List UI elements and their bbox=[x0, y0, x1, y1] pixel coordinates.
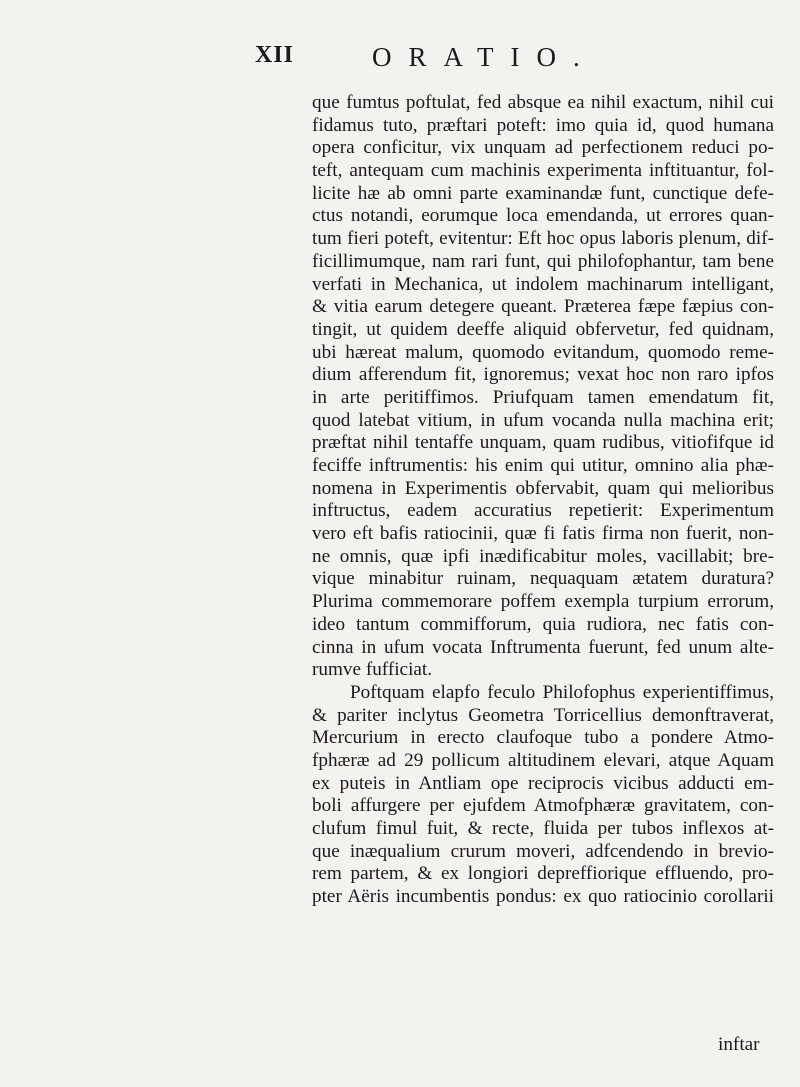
text-line: que inæqualium crurum moveri, adfcendendo in brevio- bbox=[312, 840, 774, 862]
text-line: & pariter inclytus Geometra Torricellius demonftraverat, bbox=[312, 704, 774, 726]
text-line: licite hæ ab omni parte examinandæ funt, cunctique defe- bbox=[312, 182, 774, 204]
text-line: ctus notandi, eorumque loca emendanda, ut errores quan- bbox=[312, 205, 774, 227]
text-line: tingit, ut quidem deeffe aliquid obfervetur, fed quidnam, bbox=[312, 318, 774, 340]
text-line: rumve fufficiat. bbox=[312, 659, 433, 681]
text-line: nomena in Experimentis obfervabit, quam qui melioribus bbox=[312, 477, 774, 499]
text-line: ficillimumque, nam rari funt, qui philofophantur, tam bene bbox=[312, 250, 774, 272]
text-line: ideo tantum commifforum, quia rudiora, nec fatis con- bbox=[312, 613, 774, 635]
page-number: XII bbox=[255, 42, 295, 68]
text-line: vero eft bafis ratiocinii, quæ fi fatis firma non fuerit, non- bbox=[312, 523, 774, 545]
text-line: Poftquam elapfo feculo Philofophus experientiffimus, bbox=[350, 681, 774, 703]
text-line: tum fieri poteft, evitentur: Eft hoc opus laboris plenum, dif- bbox=[312, 228, 774, 250]
text-line: pter Aëris incumbentis pondus: ex quo ratiocinio corollarii bbox=[312, 886, 774, 908]
text-line: inftructus, eadem accuratius repetierit: Experimentum bbox=[312, 500, 774, 522]
text-line: ex puteis in Antliam ope reciprocis vicibus adducti em- bbox=[312, 772, 774, 794]
text-line: quod latebat vitium, in ufum vocanda nulla machina erit; bbox=[312, 409, 774, 431]
text-line: rem partem, & ex longiori depreffiorique effluendo, pro- bbox=[312, 863, 774, 885]
text-line: verfati in Mechanica, ut indolem machinarum intelligant, bbox=[312, 273, 774, 295]
text-line: vique minabitur ruinam, nequaquam ætatem duratura? bbox=[312, 568, 774, 590]
text-line: boli affurgere per ejufdem Atmofphæræ gravitatem, con- bbox=[312, 795, 774, 817]
text-line: ne omnis, quæ ipfi inædificabitur moles, vacillabit; bre- bbox=[312, 545, 774, 567]
text-line: fidamus tuto, præftari poteft: imo quia id, quod humana bbox=[312, 114, 774, 136]
text-line: teft, antequam cum machinis experimenta inftituantur, fol- bbox=[312, 160, 774, 182]
text-line: ubi hæreat malum, quomodo evitandum, quomodo reme- bbox=[312, 341, 774, 363]
text-line: clufum fimul fuit, & recte, fluida per tubos inflexos at- bbox=[312, 818, 774, 839]
text-line: Mercurium in erecto claufoque tubo a pondere Atmo- bbox=[312, 727, 774, 749]
text-line: fphæræ ad 29 pollicum altitudinem elevari, atque Aquam bbox=[312, 749, 774, 771]
running-title: ORATIO. bbox=[372, 42, 597, 72]
text-line: dium afferendum fit, ignoremus; vexat hoc non raro ipfos bbox=[312, 364, 774, 386]
text-line: feciffe inftrumentis: his enim qui utitur, omnino alia phæ- bbox=[312, 455, 774, 476]
text-line: opera conficitur, vix unquam ad perfectionem reduci po- bbox=[312, 137, 774, 159]
text-line: que fumtus poftulat, fed absque ea nihil exactum, nihil cui bbox=[312, 92, 774, 113]
body-text bbox=[312, 92, 774, 909]
text-line: Plurima commemorare poffem exempla turpium errorum, bbox=[312, 591, 774, 613]
text-line: in arte peritiffimos. Priufquam tamen emendatum fit, bbox=[312, 386, 774, 408]
text-line: & vitia earum detegere queant. Præterea fæpe fæpius con- bbox=[312, 296, 774, 318]
text-line: cinna in ufum vocata Inftrumenta fuerunt, fed unum alte- bbox=[312, 636, 774, 658]
page-header bbox=[0, 42, 800, 82]
catchword: inftar bbox=[718, 1034, 760, 1055]
text-line: præftat nihil tentaffe unquam, quam rudibus, vitiofifque id bbox=[312, 432, 774, 454]
